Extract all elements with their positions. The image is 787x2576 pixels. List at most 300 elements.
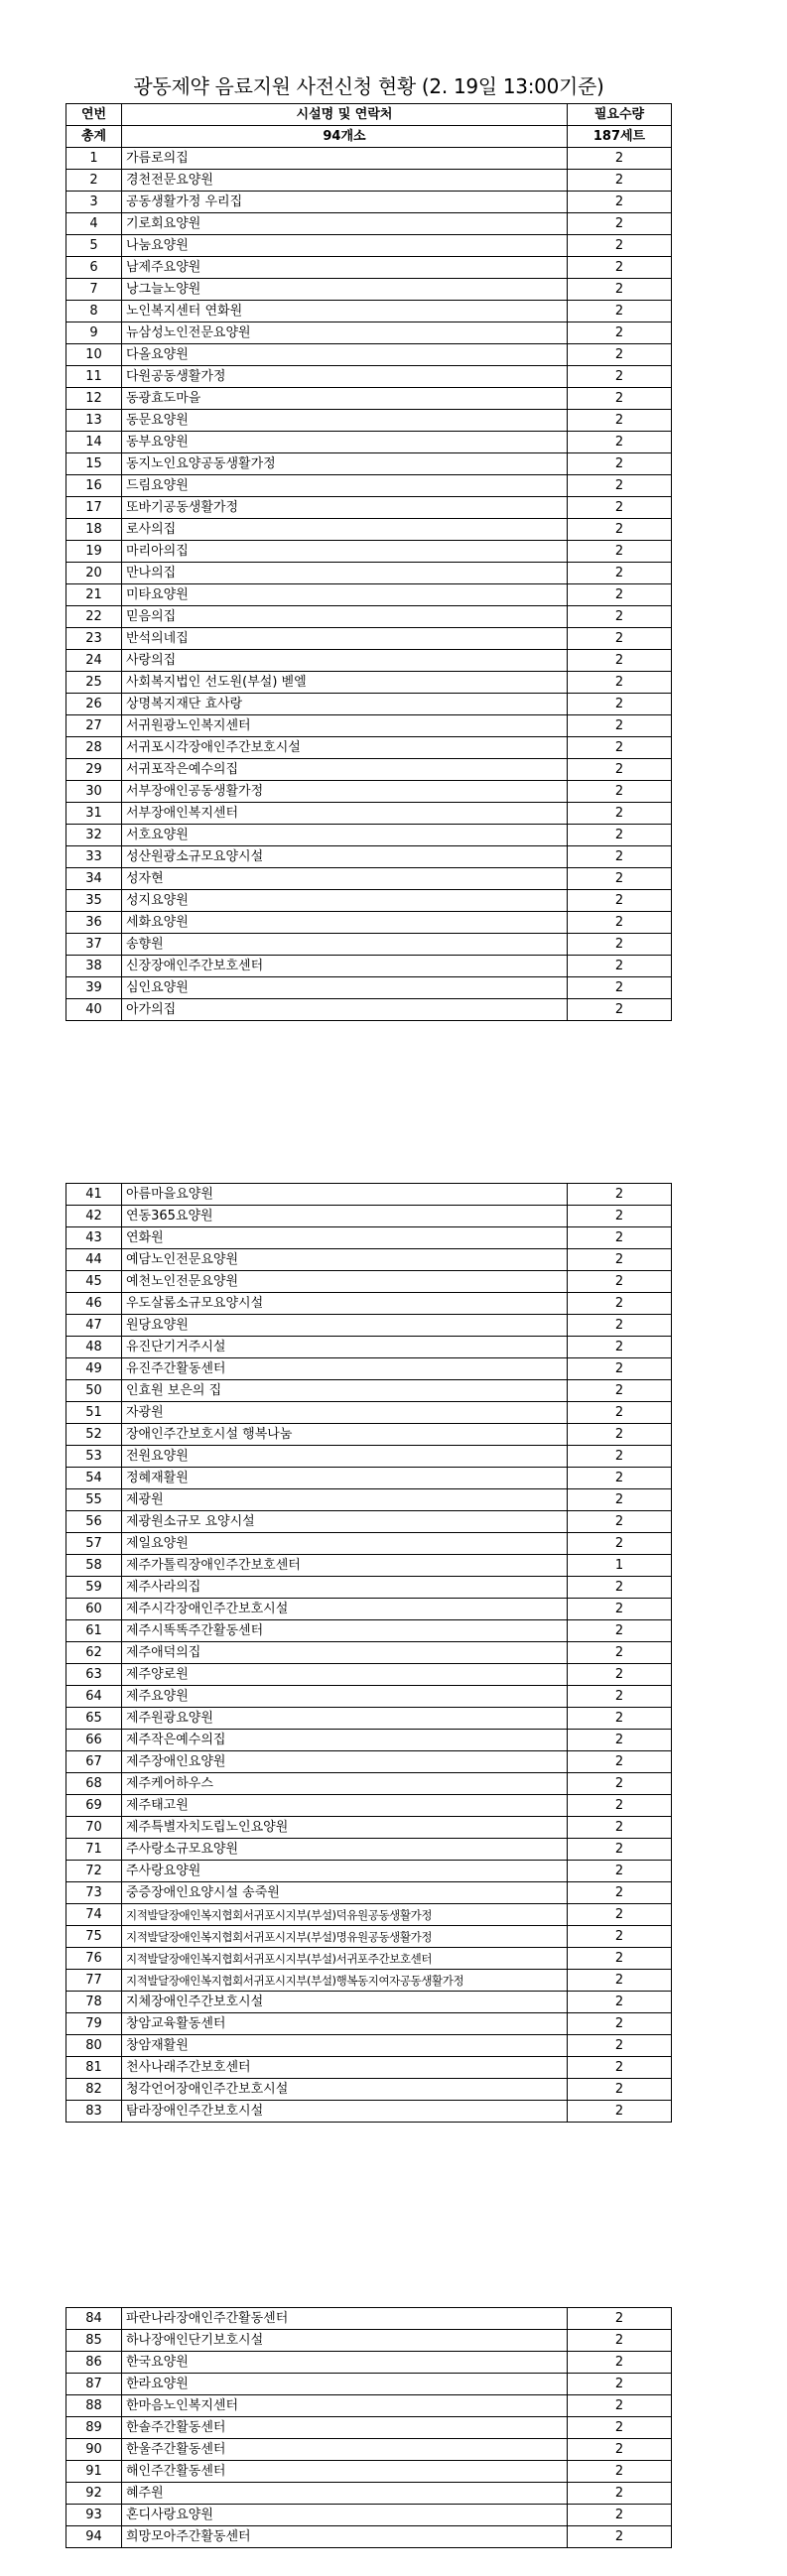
summary-total: 187세트 [568, 126, 672, 148]
table-row [66, 148, 672, 170]
facility-name: 동지노인요양공동생활가정 [122, 453, 568, 475]
required-quantity: 2 [568, 1533, 672, 1555]
required-quantity: 2 [568, 781, 672, 803]
row-number: 14 [66, 432, 122, 453]
row-number: 78 [66, 1992, 122, 2013]
table-row [66, 2013, 672, 2035]
required-quantity: 2 [568, 1206, 672, 1227]
required-quantity: 2 [568, 1402, 672, 1424]
row-number: 13 [66, 410, 122, 432]
table-row [66, 1358, 672, 1380]
facility-name: 낭그늘노양원 [122, 279, 568, 301]
row-number: 33 [66, 846, 122, 868]
row-number: 48 [66, 1337, 122, 1358]
row-number: 53 [66, 1446, 122, 1468]
facility-name: 세화요양원 [122, 912, 568, 934]
row-number: 72 [66, 1861, 122, 1882]
row-number: 50 [66, 1380, 122, 1402]
row-number: 2 [66, 170, 122, 192]
required-quantity: 2 [568, 1577, 672, 1599]
table-row [66, 344, 672, 366]
row-number: 62 [66, 1642, 122, 1664]
table-row [66, 1402, 672, 1424]
required-quantity: 2 [568, 1642, 672, 1664]
row-number: 56 [66, 1511, 122, 1533]
required-quantity: 2 [568, 1293, 672, 1315]
facility-name: 공동생활가정 우리집 [122, 192, 568, 213]
row-number: 87 [66, 2374, 122, 2395]
facility-name: 연동365요양원 [122, 1206, 568, 1227]
table-row [66, 1817, 672, 1839]
header-qty: 필요수량 [568, 104, 672, 126]
facility-name: 서부장애인공동생활가정 [122, 781, 568, 803]
table-row [66, 1642, 672, 1664]
table-row [66, 388, 672, 410]
table-row [66, 999, 672, 1021]
row-number: 36 [66, 912, 122, 934]
row-number: 25 [66, 672, 122, 694]
facility-name: 서귀원광노인복지센터 [122, 715, 568, 737]
facility-name: 기로회요양원 [122, 213, 568, 235]
row-number: 86 [66, 2352, 122, 2374]
required-quantity: 2 [568, 1839, 672, 1861]
table-row [66, 890, 672, 912]
facility-name: 지체장애인주간보호시설 [122, 1992, 568, 2013]
required-quantity: 2 [568, 628, 672, 650]
table-row [66, 192, 672, 213]
table-row [66, 2101, 672, 2123]
required-quantity: 2 [568, 410, 672, 432]
table-row [66, 1839, 672, 1861]
row-number: 79 [66, 2013, 122, 2035]
facility-name: 자광원 [122, 1402, 568, 1424]
table-row [66, 1446, 672, 1468]
row-number: 71 [66, 1839, 122, 1861]
table-row [66, 1206, 672, 1227]
required-quantity: 2 [568, 475, 672, 497]
row-number: 67 [66, 1751, 122, 1773]
required-quantity: 2 [568, 912, 672, 934]
required-quantity: 2 [568, 2079, 672, 2101]
table-row [66, 1861, 672, 1882]
table-row [66, 2057, 672, 2079]
table-row [66, 1227, 672, 1249]
row-number: 58 [66, 1555, 122, 1577]
facility-name: 한솔주간활동센터 [122, 2417, 568, 2439]
row-number: 90 [66, 2439, 122, 2461]
required-quantity: 2 [568, 1948, 672, 1970]
required-quantity: 2 [568, 1817, 672, 1839]
table-row [66, 672, 672, 694]
row-number: 55 [66, 1489, 122, 1511]
table-row [66, 453, 672, 475]
facility-name: 해인주간활동센터 [122, 2461, 568, 2483]
facility-name: 서부장애인복지센터 [122, 803, 568, 825]
table-row [66, 2035, 672, 2057]
table-row [66, 1511, 672, 1533]
required-quantity: 2 [568, 715, 672, 737]
required-quantity: 2 [568, 2035, 672, 2057]
table-row [66, 1664, 672, 1686]
row-number: 30 [66, 781, 122, 803]
row-number: 29 [66, 759, 122, 781]
row-number: 19 [66, 541, 122, 563]
facility-name: 제주양로원 [122, 1664, 568, 1686]
row-number: 16 [66, 475, 122, 497]
table-row [66, 825, 672, 846]
row-number: 34 [66, 868, 122, 890]
row-number: 3 [66, 192, 122, 213]
row-number: 12 [66, 388, 122, 410]
facility-name: 창암재활원 [122, 2035, 568, 2057]
row-number: 61 [66, 1620, 122, 1642]
table-row [66, 541, 672, 563]
row-number: 84 [66, 2308, 122, 2330]
facility-name: 제광원 [122, 1489, 568, 1511]
table-row [66, 1555, 672, 1577]
table-row [66, 1184, 672, 1206]
required-quantity: 2 [568, 650, 672, 672]
required-quantity: 2 [568, 1773, 672, 1795]
facility-name: 사랑의집 [122, 650, 568, 672]
required-quantity: 2 [568, 737, 672, 759]
facility-name: 제주태고원 [122, 1795, 568, 1817]
required-quantity: 2 [568, 1227, 672, 1249]
required-quantity: 2 [568, 1620, 672, 1642]
facility-name: 송향원 [122, 934, 568, 956]
row-number: 46 [66, 1293, 122, 1315]
row-number: 63 [66, 1664, 122, 1686]
table-row [66, 1271, 672, 1293]
facility-name: 제주작은예수의집 [122, 1730, 568, 1751]
required-quantity: 2 [568, 1271, 672, 1293]
required-quantity: 2 [568, 1315, 672, 1337]
table-row [66, 912, 672, 934]
facility-table-part-2 [66, 1183, 672, 2123]
required-quantity: 2 [568, 868, 672, 890]
table-row [66, 1315, 672, 1337]
facility-name: 제주특별자치도립노인요양원 [122, 1817, 568, 1839]
facility-name: 사회복지법인 선도원(부설) 벧엘 [122, 672, 568, 694]
table-row [66, 628, 672, 650]
required-quantity: 2 [568, 846, 672, 868]
row-number: 15 [66, 453, 122, 475]
table-row [66, 650, 672, 672]
table-row [66, 1489, 672, 1511]
required-quantity: 2 [568, 1358, 672, 1380]
facility-name: 드림요양원 [122, 475, 568, 497]
facility-name: 지적발달장애인복지협회서귀포시지부(부설)행복동지여자공동생활가정 [122, 1970, 568, 1992]
required-quantity: 2 [568, 322, 672, 344]
required-quantity: 2 [568, 519, 672, 541]
required-quantity: 2 [568, 694, 672, 715]
row-number: 65 [66, 1708, 122, 1730]
facility-name: 믿음의집 [122, 606, 568, 628]
required-quantity: 2 [568, 2395, 672, 2417]
facility-name: 혜주원 [122, 2483, 568, 2505]
table-row [66, 279, 672, 301]
table-row [66, 1882, 672, 1904]
table-row [66, 213, 672, 235]
row-number: 10 [66, 344, 122, 366]
facility-name: 동부요양원 [122, 432, 568, 453]
facility-name: 장애인주간보호시설 행복나눔 [122, 1424, 568, 1446]
table-row [66, 737, 672, 759]
row-number: 9 [66, 322, 122, 344]
required-quantity: 2 [568, 2505, 672, 2526]
required-quantity: 1 [568, 1555, 672, 1577]
row-number: 74 [66, 1904, 122, 1926]
table-row [66, 1577, 672, 1599]
required-quantity: 2 [568, 2330, 672, 2352]
required-quantity: 2 [568, 2013, 672, 2035]
row-number: 1 [66, 148, 122, 170]
row-number: 39 [66, 977, 122, 999]
row-number: 76 [66, 1948, 122, 1970]
table-row [66, 257, 672, 279]
row-number: 69 [66, 1795, 122, 1817]
row-number: 45 [66, 1271, 122, 1293]
facility-name: 유진단기거주시설 [122, 1337, 568, 1358]
required-quantity: 2 [568, 344, 672, 366]
required-quantity: 2 [568, 672, 672, 694]
row-number: 32 [66, 825, 122, 846]
table-row [66, 846, 672, 868]
facility-name: 경천전문요양원 [122, 170, 568, 192]
required-quantity: 2 [568, 2101, 672, 2123]
table-row [66, 2505, 672, 2526]
table-row [66, 1337, 672, 1358]
facility-name: 한울주간활동센터 [122, 2439, 568, 2461]
row-number: 92 [66, 2483, 122, 2505]
required-quantity: 2 [568, 388, 672, 410]
required-quantity: 2 [568, 235, 672, 257]
required-quantity: 2 [568, 1446, 672, 1468]
table-row [66, 934, 672, 956]
facility-name: 연화원 [122, 1227, 568, 1249]
row-number: 11 [66, 366, 122, 388]
facility-name: 서귀포작은예수의집 [122, 759, 568, 781]
facility-name: 하나장애인단기보호시설 [122, 2330, 568, 2352]
row-number: 35 [66, 890, 122, 912]
header-no: 연번 [66, 104, 122, 126]
facility-name: 반석의네집 [122, 628, 568, 650]
facility-name: 인효원 보은의 집 [122, 1380, 568, 1402]
facility-name: 서귀포시각장애인주간보호시설 [122, 737, 568, 759]
row-number: 21 [66, 584, 122, 606]
required-quantity: 2 [568, 563, 672, 584]
required-quantity: 2 [568, 2526, 672, 2548]
required-quantity: 2 [568, 759, 672, 781]
required-quantity: 2 [568, 825, 672, 846]
header-name: 시설명 및 연락처 [122, 104, 568, 126]
facility-name: 예담노인전문요양원 [122, 1249, 568, 1271]
facility-name: 성지요양원 [122, 890, 568, 912]
facility-name: 아가의집 [122, 999, 568, 1021]
table-row [66, 475, 672, 497]
table-row [66, 170, 672, 192]
summary-facilities: 94개소 [122, 126, 568, 148]
row-number: 57 [66, 1533, 122, 1555]
row-number: 91 [66, 2461, 122, 2483]
row-number: 42 [66, 1206, 122, 1227]
row-number: 20 [66, 563, 122, 584]
required-quantity: 2 [568, 1992, 672, 2013]
facility-name: 예천노인전문요양원 [122, 1271, 568, 1293]
required-quantity: 2 [568, 999, 672, 1021]
required-quantity: 2 [568, 2352, 672, 2374]
row-number: 5 [66, 235, 122, 257]
required-quantity: 2 [568, 257, 672, 279]
required-quantity: 2 [568, 977, 672, 999]
table-row [66, 1948, 672, 1970]
facility-name: 파란나라장애인주간활동센터 [122, 2308, 568, 2330]
table-row [66, 1751, 672, 1773]
row-number: 31 [66, 803, 122, 825]
facility-name: 제주케어하우스 [122, 1773, 568, 1795]
table-row [66, 1293, 672, 1315]
facility-name: 제주사라의집 [122, 1577, 568, 1599]
required-quantity: 2 [568, 366, 672, 388]
table-row [66, 2483, 672, 2505]
facility-name: 청각언어장애인주간보호시설 [122, 2079, 568, 2101]
table-row [66, 2330, 672, 2352]
row-number: 4 [66, 213, 122, 235]
row-number: 26 [66, 694, 122, 715]
row-number: 18 [66, 519, 122, 541]
table-row [66, 301, 672, 322]
table-row [66, 519, 672, 541]
table-row [66, 759, 672, 781]
row-number: 49 [66, 1358, 122, 1380]
facility-name: 제광원소규모 요양시설 [122, 1511, 568, 1533]
row-number: 66 [66, 1730, 122, 1751]
facility-name: 서호요양원 [122, 825, 568, 846]
row-number: 73 [66, 1882, 122, 1904]
table-row [66, 235, 672, 257]
table-row [66, 1773, 672, 1795]
required-quantity: 2 [568, 170, 672, 192]
facility-name: 우도살롬소규모요양시설 [122, 1293, 568, 1315]
required-quantity: 2 [568, 1904, 672, 1926]
required-quantity: 2 [568, 1337, 672, 1358]
required-quantity: 2 [568, 1599, 672, 1620]
row-number: 60 [66, 1599, 122, 1620]
row-number: 64 [66, 1686, 122, 1708]
required-quantity: 2 [568, 453, 672, 475]
row-number: 43 [66, 1227, 122, 1249]
facility-table-part-1 [66, 103, 672, 1021]
required-quantity: 2 [568, 1489, 672, 1511]
facility-name: 제주시똑똑주간활동센터 [122, 1620, 568, 1642]
facility-name: 주사랑소규모요양원 [122, 1839, 568, 1861]
row-number: 47 [66, 1315, 122, 1337]
required-quantity: 2 [568, 279, 672, 301]
facility-name: 한마음노인복지센터 [122, 2395, 568, 2417]
summary-label: 총계 [66, 126, 122, 148]
facility-name: 만나의집 [122, 563, 568, 584]
table-row [66, 1708, 672, 1730]
required-quantity: 2 [568, 192, 672, 213]
row-number: 51 [66, 1402, 122, 1424]
table-row [66, 956, 672, 977]
facility-name: 제주요양원 [122, 1686, 568, 1708]
table-row [66, 1468, 672, 1489]
facility-name: 성산원광소규모요양시설 [122, 846, 568, 868]
required-quantity: 2 [568, 1468, 672, 1489]
table-row [66, 2352, 672, 2374]
row-number: 75 [66, 1926, 122, 1948]
facility-name: 노인복지센터 연화원 [122, 301, 568, 322]
table-row [66, 366, 672, 388]
required-quantity: 2 [568, 1708, 672, 1730]
required-quantity: 2 [568, 432, 672, 453]
table-row [66, 1992, 672, 2013]
facility-name: 제주애덕의집 [122, 1642, 568, 1664]
row-number: 6 [66, 257, 122, 279]
required-quantity: 2 [568, 2417, 672, 2439]
table-row [66, 497, 672, 519]
facility-name: 희망모아주간활동센터 [122, 2526, 568, 2548]
required-quantity: 2 [568, 2439, 672, 2461]
row-number: 7 [66, 279, 122, 301]
facility-name: 제주장애인요양원 [122, 1751, 568, 1773]
row-number: 37 [66, 934, 122, 956]
required-quantity: 2 [568, 606, 672, 628]
table-row [66, 1795, 672, 1817]
row-number: 81 [66, 2057, 122, 2079]
table-row [66, 1620, 672, 1642]
row-number: 17 [66, 497, 122, 519]
row-number: 77 [66, 1970, 122, 1992]
required-quantity: 2 [568, 584, 672, 606]
required-quantity: 2 [568, 497, 672, 519]
row-number: 94 [66, 2526, 122, 2548]
required-quantity: 2 [568, 213, 672, 235]
required-quantity: 2 [568, 301, 672, 322]
required-quantity: 2 [568, 2308, 672, 2330]
required-quantity: 2 [568, 1795, 672, 1817]
table-row [66, 322, 672, 344]
table-row [66, 432, 672, 453]
facility-name: 중증장애인요양시설 송죽원 [122, 1882, 568, 1904]
row-number: 40 [66, 999, 122, 1021]
table-row [66, 2374, 672, 2395]
facility-name: 탐라장애인주간보호시설 [122, 2101, 568, 2123]
table-row [66, 1424, 672, 1446]
required-quantity: 2 [568, 2461, 672, 2483]
facility-name: 전원요양원 [122, 1446, 568, 1468]
table-row [66, 715, 672, 737]
row-number: 82 [66, 2079, 122, 2101]
required-quantity: 2 [568, 1686, 672, 1708]
facility-name: 나눔요양원 [122, 235, 568, 257]
table-row [66, 2395, 672, 2417]
table-row [66, 1380, 672, 1402]
facility-name: 정혜재활원 [122, 1468, 568, 1489]
facility-name: 또바기공동생활가정 [122, 497, 568, 519]
row-number: 59 [66, 1577, 122, 1599]
facility-name: 성자현 [122, 868, 568, 890]
facility-name: 한국요양원 [122, 2352, 568, 2374]
table-row [66, 1533, 672, 1555]
required-quantity: 2 [568, 1970, 672, 1992]
table-row [66, 2417, 672, 2439]
facility-name: 제주원광요양원 [122, 1708, 568, 1730]
facility-name: 유진주간활동센터 [122, 1358, 568, 1380]
row-number: 38 [66, 956, 122, 977]
summary-row [66, 126, 672, 148]
